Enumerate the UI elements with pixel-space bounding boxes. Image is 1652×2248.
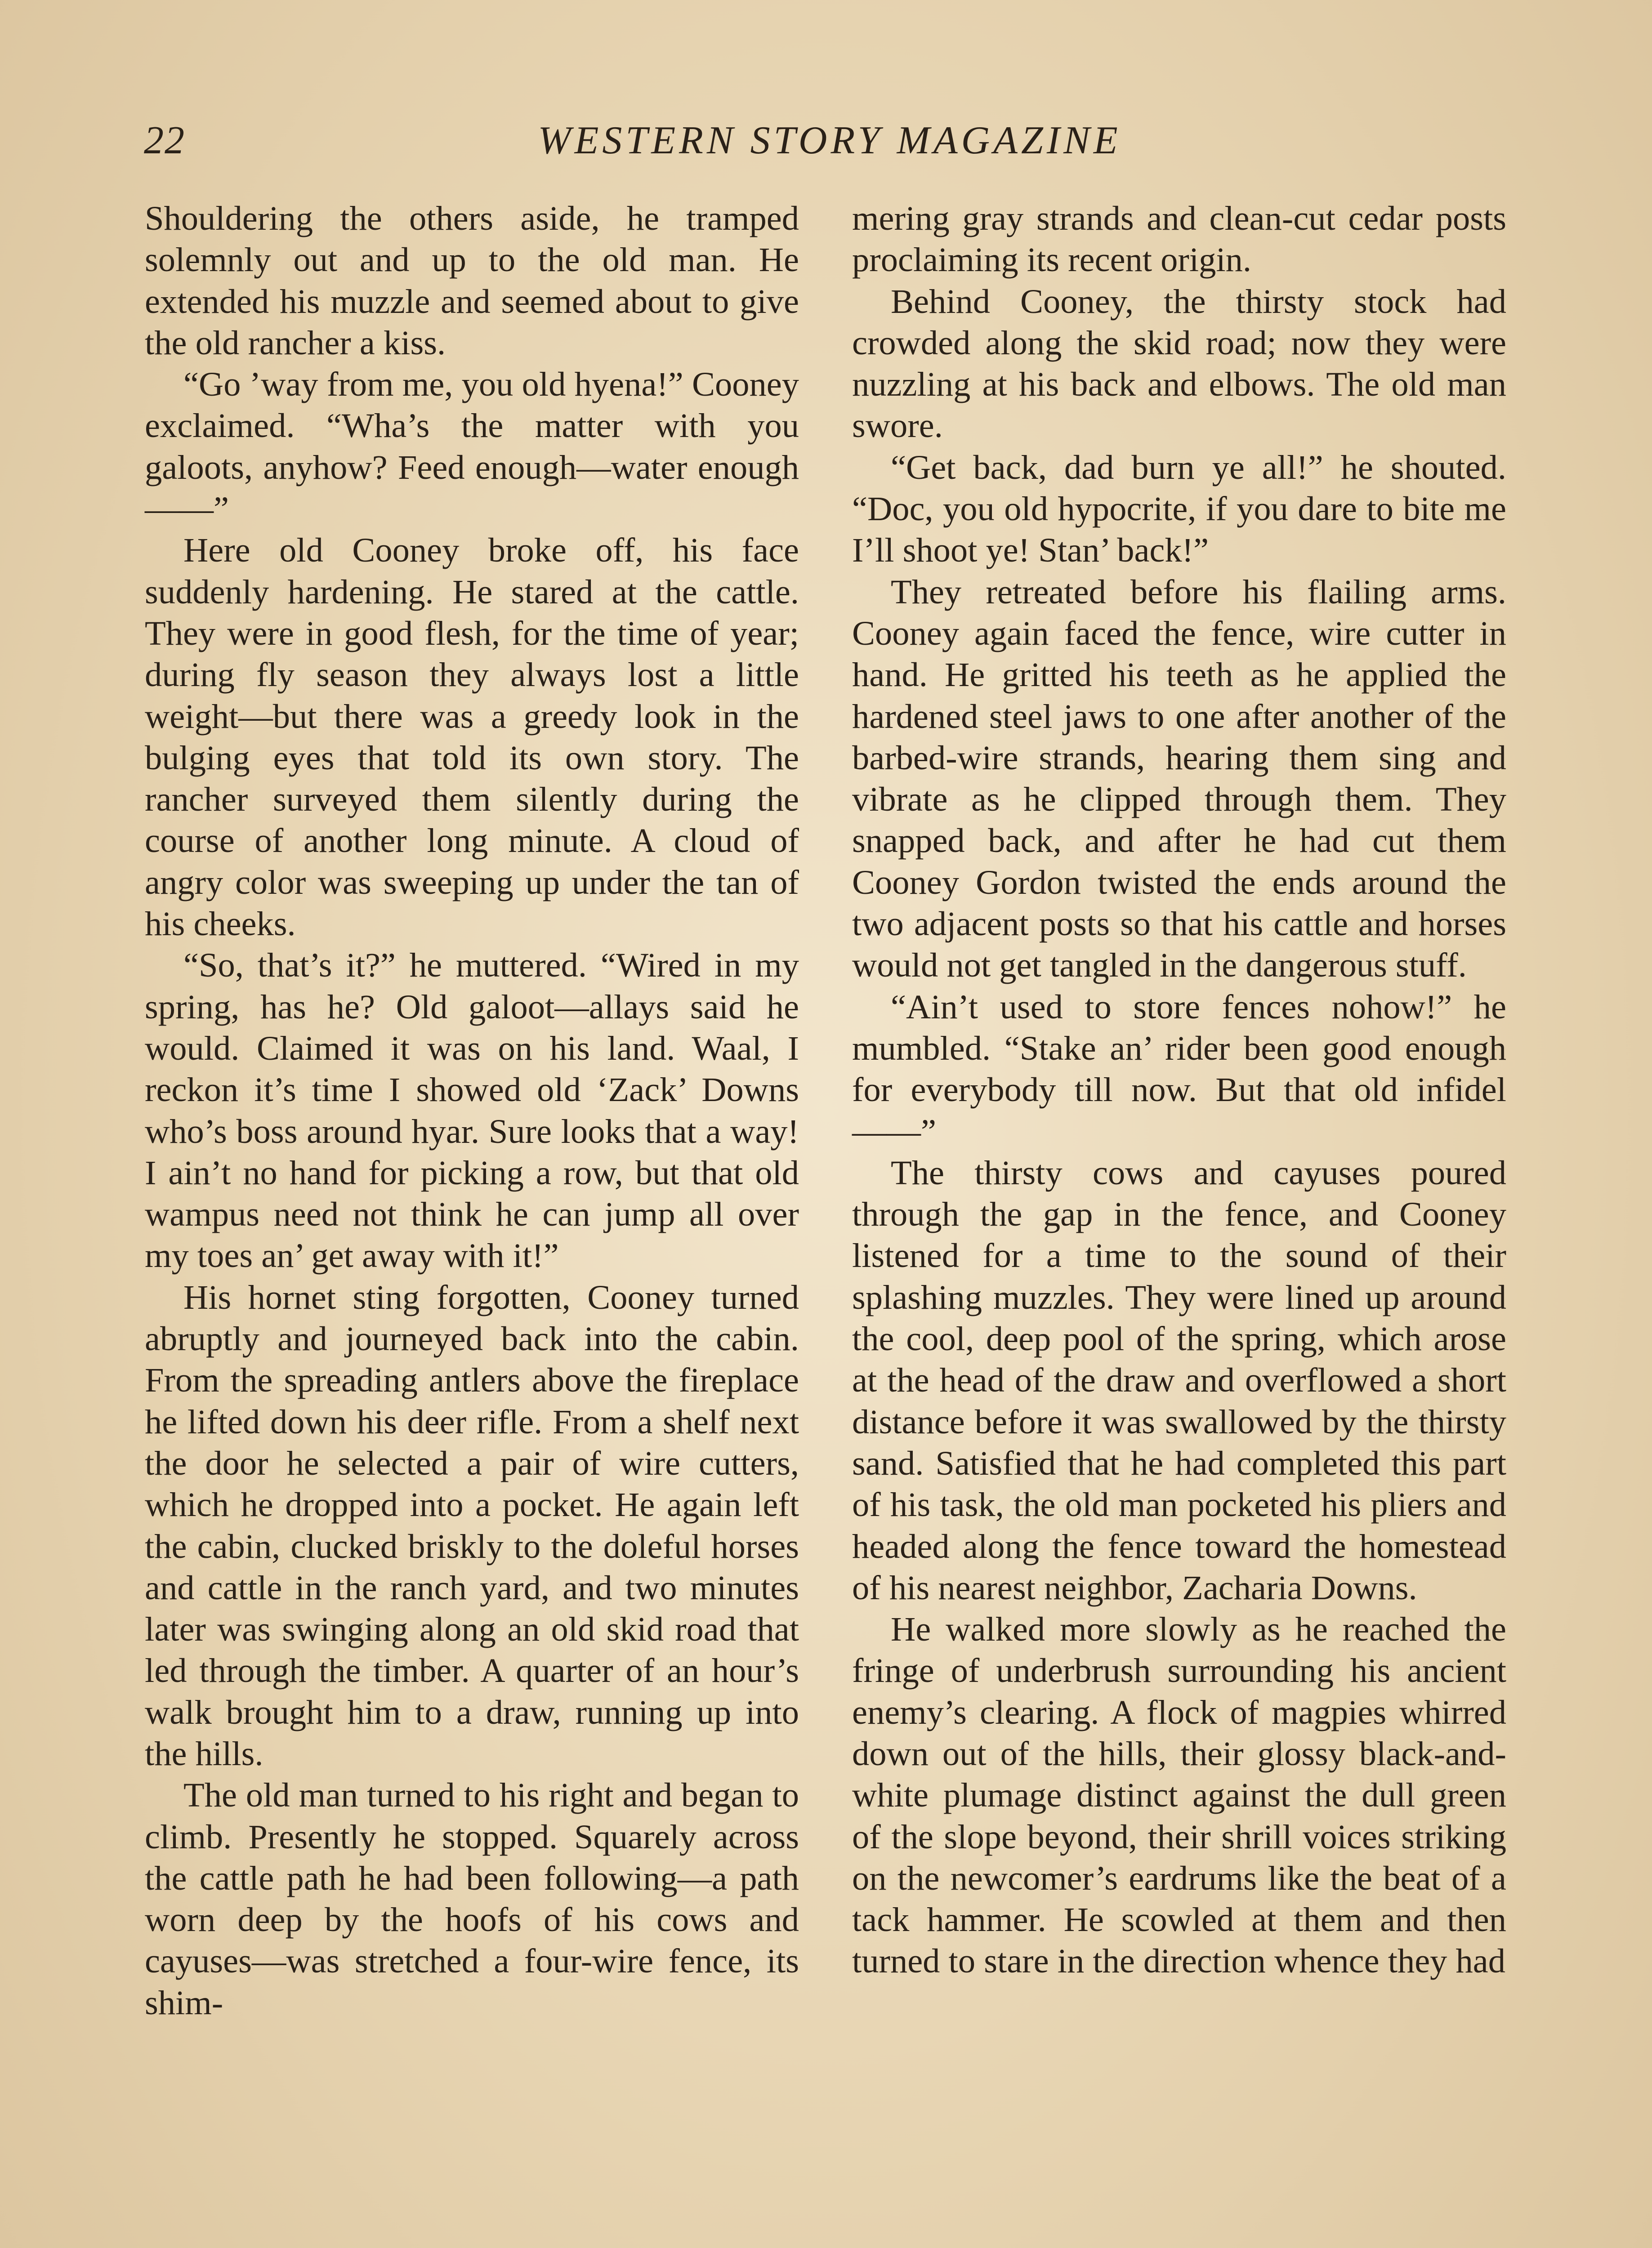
page-number: 22 [144, 119, 185, 162]
paragraph: Behind Cooney, the thirsty stock had crowded along the skid road; now they were nuzzling at his back and elbows. The old man swore. [852, 282, 1506, 445]
paragraph: mering gray strands and clean-cut cedar posts proclaiming its recent origin. [852, 199, 1506, 279]
magazine-title: WESTERN STORY MAGAZINE [538, 119, 1121, 162]
paragraph: Shouldering the others aside, he tramped solemnly out and up to the old man. He extended his muzzle and seemed about to give the old rancher a kiss. [145, 199, 799, 362]
paragraph: “Get back, dad burn ye all!” he shouted. “Doc, you old hypocrite, if you dare to bite me I’ll shoot ye! Stan’ back!” [852, 448, 1506, 570]
paragraph: The thirsty cows and cayuses poured through the gap in the fence, and Cooney listened for a time to the sound of their splashing muzzles. They were lined up around the cool, deep pool of the spring, which arose at the head of the draw and overflowed a short distance before it was swallowed by the thirsty sand. Satisfied that he had completed this part of his task, the old man pocketed his pliers and headed along the fence toward the homestead of his nearest neighbor, Zacharia Downs. [852, 1153, 1506, 1607]
paragraph: The old man turned to his right and began to climb. Presently he stopped. Squarely across the cattle path he had been following—a path worn deep by the hoofs of his cows and cayuses—was stretched a four-wire fence, its shim- [145, 1776, 799, 2022]
left-text-column [145, 198, 799, 2024]
paragraph: “Go ’way from me, you old hyena!” Cooney exclaimed. “Wha’s the matter with you galoots, anyhow? Feed enough—water enough——” [145, 365, 799, 528]
paragraph: “Ain’t used to store fences nohow!” he mumbled. “Stake an’ rider been good enough for everybody till now. But that old infidel——” [852, 987, 1506, 1151]
paragraph: “So, that’s it?” he muttered. “Wired in my spring, has he? Old galoot—allays said he would. Claimed it was on his land. Waal, I reckon it’s time I showed old ‘Zack’ Downs who’s boss around hyar. Sure looks that a way! I ain’t no hand for picking a row, but that old wampus need not think he can jump all over my toes an’ get away with it!” [145, 946, 799, 1275]
right-text-column [852, 198, 1506, 1982]
paragraph: Here old Cooney broke off, his face suddenly hardening. He stared at the cattle. They were in good flesh, for the time of year; during fly season they always lost a little weight—but there was a greedy look in the bulging eyes that told its own story. The rancher surveyed them silently during the course of another long minute. A cloud of angry color was sweeping up under the tan of his cheeks. [145, 531, 799, 943]
paragraph: His hornet sting forgotten, Cooney turned abruptly and journeyed back into the cabin. From the spreading antlers above the fireplace he lifted down his deer rifle. From a shelf next the door he selected a pair of wire cutters, which he dropped into a pocket. He again left the cabin, clucked briskly to the doleful horses and cattle in the ranch yard, and two minutes later was swinging along an old skid road that led through the timber. A quarter of an hour’s walk brought him to a draw, running up into the hills. [145, 1278, 799, 1773]
running-header [135, 118, 1524, 172]
paragraph: They retreated before his flailing arms. Cooney again faced the fence, wire cutter in hand. He gritted his teeth as he applied the hardened steel jaws to one after another of the barbed-wire strands, hearing them sing and vibrate as he clipped through them. They snapped back, and after he had cut them Cooney Gordon twisted the ends around the two adjacent posts so that his cattle and horses would not get tangled in the dangerous stuff. [852, 572, 1506, 985]
paragraph: He walked more slowly as he reached the fringe of underbrush surrounding his ancient enemy’s clearing. A flock of magpies whirred down out of the hills, their glossy black-and-white plumage distinct against the dull green of the slope beyond, their shrill voices striking on the newcomer’s eardrums like the beat of a tack hammer. He scowled at them and then turned to stare in the direction whence they had [852, 1610, 1506, 1980]
